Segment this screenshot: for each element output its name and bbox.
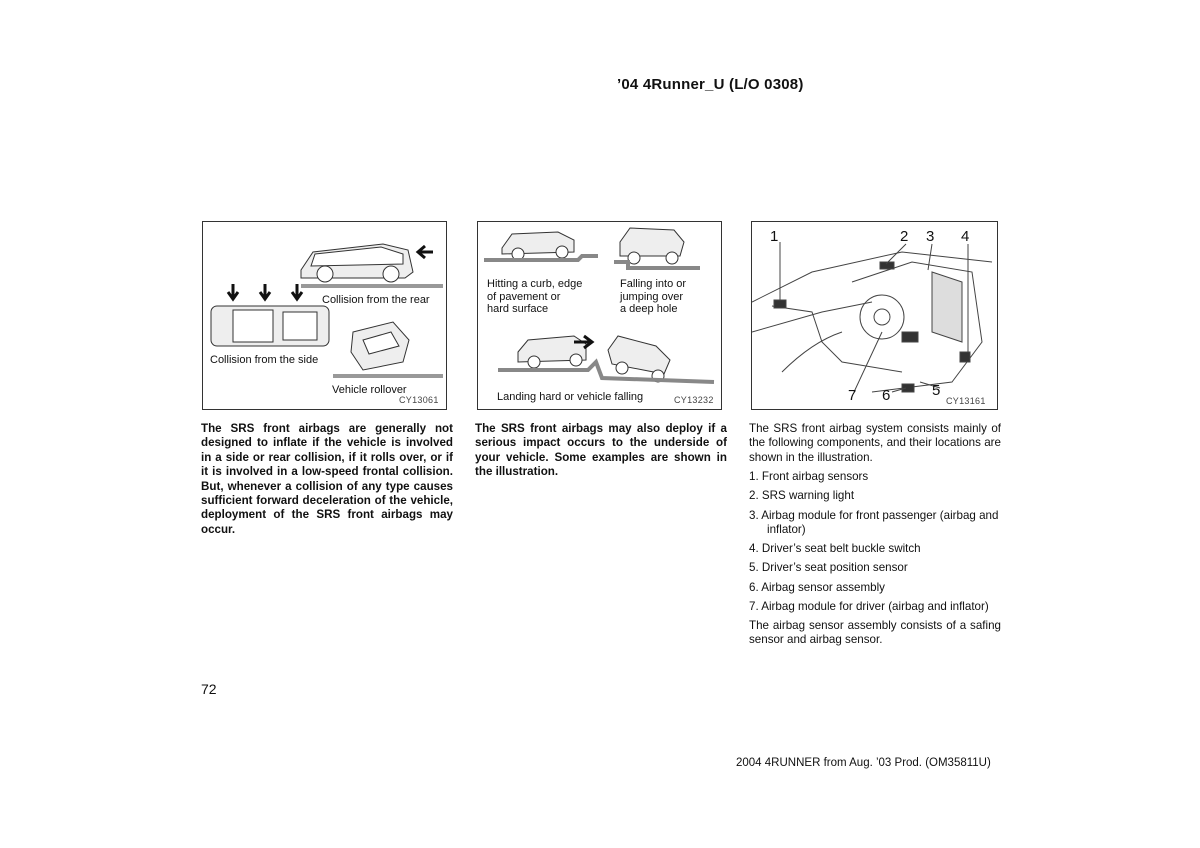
label-landing-hard: Landing hard or vehicle falling: [497, 391, 644, 403]
callout-3: 3: [926, 228, 935, 245]
figure-airbag-components: [751, 221, 998, 410]
components-illustration: [752, 222, 997, 409]
collision-illustration: [203, 222, 446, 409]
label-falling-hole: Falling into or jumping over a deep hole: [620, 278, 687, 315]
callout-6: 6: [882, 387, 891, 404]
callout-1: 1: [770, 228, 779, 245]
impact-illustration: [478, 222, 721, 409]
list-item: 5. Driver’s seat position sensor: [749, 561, 908, 575]
document-header: ’04 4Runner_U (L/O 0308): [617, 76, 804, 93]
document-footer: 2004 4RUNNER from Aug. ’03 Prod. (OM35811U): [736, 757, 991, 769]
label-vehicle-rollover: Vehicle rollover: [332, 384, 407, 396]
figure-code: CY13232: [674, 395, 714, 405]
callout-5: 5: [932, 382, 941, 399]
list-item: 4. Driver’s seat belt buckle switch: [749, 542, 921, 556]
components-list: [749, 470, 1001, 614]
list-item: 7. Airbag module for driver (airbag and inflator): [749, 599, 989, 613]
list-item: 6. Airbag sensor assembly: [749, 580, 885, 594]
text-column-3: [749, 422, 1001, 648]
figure-code: CY13061: [399, 395, 439, 405]
label-collision-rear: Collision from the rear: [322, 294, 430, 306]
label-hitting-curb: Hitting a curb, edge of pavement or hard surface: [487, 278, 583, 315]
figure-collision-types: [202, 221, 447, 410]
list-item: 1. Front airbag sensors: [749, 470, 869, 484]
callout-2: 2: [900, 228, 909, 245]
list-item: 2. SRS warning light: [749, 489, 855, 503]
callout-4: 4: [961, 228, 970, 245]
list-item: 3. Airbag module for front passenger (airbag and inflator): [749, 508, 999, 537]
figure-underside-impacts: [477, 221, 722, 410]
figure-code: CY13161: [946, 396, 986, 406]
components-intro: The SRS front airbag system consists mainly of the following components, and their locations are shown in the illustration.: [749, 422, 1001, 464]
components-outro: The airbag sensor assembly consists of a safing sensor and airbag sensor.: [749, 619, 1001, 647]
page-number: 72: [201, 681, 217, 697]
text-column-2: The SRS front airbags may also deploy if a serious impact occurs to the underside of your vehicle. Some examples are shown in the illustration.: [475, 422, 727, 479]
callout-7: 7: [848, 387, 857, 404]
text-column-1: The SRS front airbags are generally not designed to inflate if the vehicle is involved in a side or rear collision, if it rolls over, or if it is involved in a low-speed frontal collision. But, whenever a collision of any type causes sufficient forward deceleration of the vehicle, deployment of the SRS front airbags may occur.: [201, 422, 453, 536]
label-collision-side: Collision from the side: [210, 354, 319, 366]
